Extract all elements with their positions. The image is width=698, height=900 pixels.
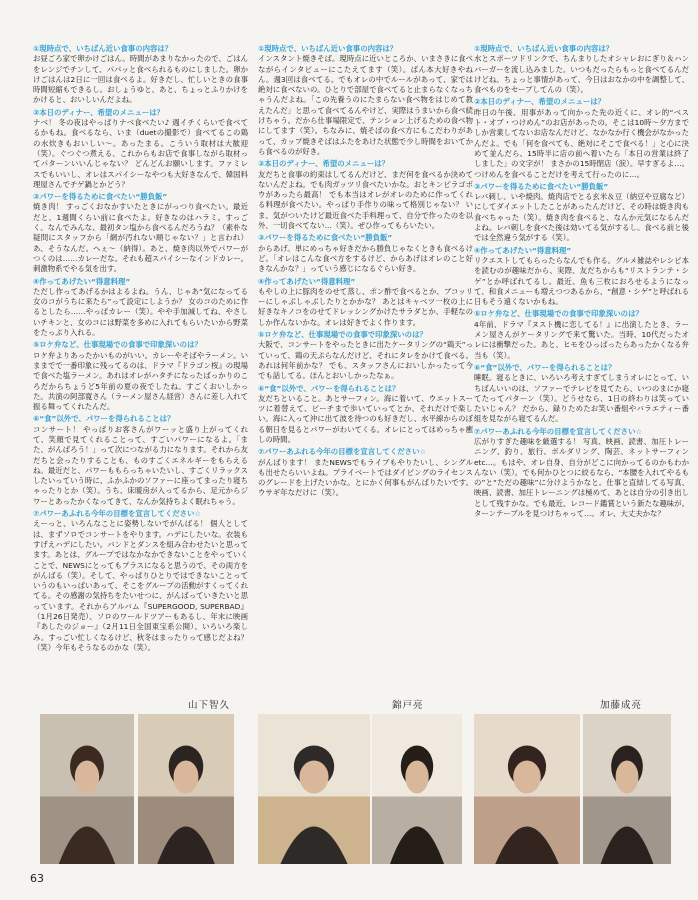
qa-block <box>474 97 689 179</box>
question: ①現時点で、いちばん近い食事の内容は？ <box>258 44 398 53</box>
question: ⑦パワーあふれる今年の目標を宣言してください☆ <box>33 509 202 519</box>
kato-photo-1 <box>474 714 580 864</box>
question: ③パワーを得るために食べたい“勝負飯” <box>33 192 168 202</box>
answer: ただし作ってあげるかはよるよね。うん、じゃあ“気になってる女のコがうちに来たら”って設定にしようか？ 女のコのために作るとしたら……やっぱカレー（笑）。やや手加減してね、やさしいチキンと、女のコには野菜を多めに入れてもらいたいから野菜をたっぷり入れる。 <box>33 286 248 338</box>
article-column-kato <box>474 44 689 679</box>
qa-block <box>474 182 689 244</box>
qa-block <box>33 414 248 507</box>
question: ⑥“食”以外で、パワーを得られることは？ <box>33 414 175 424</box>
qa-block <box>474 363 689 425</box>
answer: 4年前、ドラマ『ヌスト機に恋してる！』に出演したとき、ラーメン屋さんがケータリングで来て驚いた。当時、10代だったオレには衝撃だった。あと、ヒモをひっぱったらあったかくなる弁当も（笑）。 <box>474 319 689 360</box>
qa-block <box>258 384 473 446</box>
qa-block <box>474 44 689 95</box>
question: ②本日のディナー、希望のメニューは？ <box>258 159 390 169</box>
qa-block <box>258 159 473 231</box>
answer: 大阪で、コンサートをやったときに出たケータリングの“鶏天”っていって、鶏の天ぷらなんだけど、それにタレをかけて食べる。あれは何年前かな？ でも、スタッフさんにおいしかったって今でも話してる。ほんとおいしかったなぁ。 <box>258 340 473 381</box>
answer: もやしの上に豚肉をのせて蒸し、ポン酢で食べるとか、ブコッリーにしゃぶしゃぶしたりとかかな？ あとはキャベツ一枚の上に好きなキノコをのせてドレッシングかけたサラダとか、手軽なのしか作んないかな。オレは好きでよく作ります。 <box>258 286 473 327</box>
question: ③パワーを得るために食べたい“勝負飯” <box>258 233 393 243</box>
question: ④作ってあげたい“得意料理” <box>474 245 572 255</box>
nishikido-photo-2 <box>372 714 462 864</box>
question: ③パワーを得るために食べたい“勝負飯” <box>474 181 609 191</box>
question: ⑤ロケ弁など、仕事現場での食事で印象深いのは？ <box>258 330 427 340</box>
question: ⑥“食”以外で、パワーを得られることは？ <box>474 362 616 372</box>
question: ⑦パワーあふれる今年の目標を宣言してください☆ <box>258 447 427 457</box>
answer: コンサート！ やっぱりお客さんがワーッと盛り上がってくれて、笑顔で見てくれることって、すごいパワーになるよ。「また、がんばろう！」って次につながる力になります。それから友だちと会ったりすることも、ものすごくエネルギーをもらえるね。最近だと、パワーももらっちゃいたいし、すごくリラックスしたいっていう時に、ふかふかのソファーに座ってまったり寝ちゃったりとか（笑）。うち、床暖房が入ってるから、足元からジワーとあったかくなってきて、なんか気持ちよく眠れちゃう。 <box>33 424 248 506</box>
qa-block <box>33 509 248 653</box>
answer: ナベ！ 冬の夜はやっぱりナベ食べたい♪ 週イチくらいで食べてるかもね。食べるなら、いま（duetの撮影で）食べてるこの鶏の水炊きもおいしい～。あったまる。こういう取材は大歓迎（笑）。ぐつぐつ煮える、これからもお店で食事しながら取材ってパターンいいんじゃない？ どんどんお願いします。ファミレスでもいいし、オレはスパイシーなやつも大好きなんで、韓国料理屋さんでチゲ鍋とかどう？ <box>33 118 248 189</box>
question: ①現時点で、いちばん近い食事の内容は？ <box>33 44 173 53</box>
answer: 水とスポーツドリンクで、ちんまりしたオシャレおにぎり＆ハンバーガーを流し込みました。いつもだったらもっと食べてるんだけどね。ちょっと事情があって、今日はおなかの中を調整して、食べものをセーブしてんの（笑）。 <box>474 54 689 95</box>
qa-block <box>474 427 689 520</box>
article-column-yamashita <box>33 44 248 679</box>
page-number: 63 <box>30 872 44 885</box>
answer: 昨日の午後、用事があって向かった先の近くに、オレ的“ベスト・オブ・つけめん”のお店があったの。そこは10時～夕方までしか営業してないお店なんだけど、なかなか行く機会がなかったんだよ。でも「何を食べても、絶対にそこで食べる！」と心に決めて並んだら、15時半に店の前へ着いたら「本日の営業は終了しました」の文字が！ まさかの15時閉店（涙）。早すぎるよ…。つけめんを食べることだけを考えて行ったのに…。 <box>474 107 689 179</box>
kato-photo-2 <box>583 714 671 864</box>
answer: リクエストしてもらったらなんでも作る。グルメ雑誌やレシピ本を読むのが趣味だから、実際、友だちからも“リストランテ・シゲ”とか呼ばれてるし。最近、魚も三枚におろせるようになって、和食メニューも増えつつあるから、“創意・シゲ”と呼ばれる日もそう遠くないかもね。 <box>474 255 689 307</box>
yamashita-photo-1 <box>40 714 134 864</box>
nishikido-photo-1 <box>258 714 370 864</box>
answer: 広がりすぎた趣味を厳選する！ 写真、映画、読書、加圧トレーニング、釣り、旅行、ボルダリング、陶芸、ネットサーフィン etc…。もはや、オレ自身、自分がどこに向かってるのかもわかんない（笑）。でも何かひとつに絞るなら、“本腰を入れてやるもの”と“ただの趣味”に分けようかなと。仕事と直結してる写真、映画、読書、加圧トレーニングは極めて、あとは自分の引き出しとして残すかな。でも最近、レコード鑑賞という新たな趣味が。ターンテーブルを見つけちゃって…。オレ、大丈夫かな？ <box>474 436 689 519</box>
question: ④作ってあげたい“得意料理” <box>33 276 131 286</box>
question: ②本日のディナー、希望のメニューは？ <box>474 97 606 107</box>
answer: 焼き肉！ すっごくおなかすいたときにがっつり食べたい。最近だと、1週間くらい前に食べたよ。好きなのはハラミ。すっごく、なんでみんな、最初タン塩から食べるんだろうね？（素朴な疑問にスタッフから「網が汚れない順じゃない？」と言われ）あ、そうなんだ。へぇ～（納得）。あと、焼き肉以外でパワーがつくのは……カレーだな。それも超スパイシーなインドカレー。刺激物系でやる気を出す。 <box>33 202 248 274</box>
answer: がんばります！ またNEWSでもライブもやりたいし、シングルも出せたらいいよね。プライベートではダイビングのライセンスのグレードを上げたいかな。とにかく何事もがんばりたいです。ウサギ年なだけに（笑）。 <box>258 457 473 498</box>
qa-block <box>33 192 248 274</box>
article-column-nishikido <box>258 44 473 679</box>
yamashita-photo-2 <box>138 714 234 864</box>
answer: ロケ弁よりあったかいものがいい。カレーやそばやラーメン。いままでで一番印象に残ってるのは、ドラマ『ドラゴン桜』の現場で食べた塩ラーメン。あれはオレがハタチになったばっかりのころだからちょうど5年前の夏の夜でしたね。すごくおいしかった。共演の阿部寛さん（ラーメン屋さん経営）さんに差し入れて振る舞ってくれたんだ。 <box>33 350 248 412</box>
answer: えーっと、いろんなことに姿勢しないでがんばる！ 個人としては、まずソロでコンサートをやります。ハデにしたいな。衣装もすげえハデにしたい。バンドとダンスを組み合わせたいと思ってます。あとは、グループではなかなかできないことをやっていくことで、NEWSにとってもプラスになると思うので、その両方をがんばる（笑）。そして、やっぱりひとりではできないことっていうのもいっぱいあって、そこをグループの活動がすくってくれてる。その感謝の気持ちをたいせつに、がんばっていきたいと思っています。それからアルバム『SUPERGOOD, SUPERBAD』（1月26日発売）、ソロのワールドツアーもあるし、年末に映画『あしたのジョー』（2月11日全国東宝系公開）、いろいろ楽しみ。すっごい忙しくなるけど、秋冬はまったりって感じだよね？（笑）今年もそうなるのかな（笑）。 <box>33 519 248 652</box>
member-name-yamashita: 山下智久 <box>188 700 231 711</box>
qa-block <box>258 44 473 157</box>
question: ①現時点で、いちばん近い食事の内容は？ <box>474 44 614 53</box>
question: ⑦パワーあふれる今年の目標を宣言してください☆ <box>474 426 643 436</box>
qa-block <box>474 246 689 308</box>
answer: レバ刺し、いや焼肉。焼肉店でとる玄米＆豆（納豆や豆腐など）にしてダイエットしたことがあったんだけど、その時は焼き肉も食べちゃった（笑）。焼き肉を食べると、なんか元気になるんだよね。レバ刺しを食べた後は効いてる気がするし。食べる前と後では全然違う気がする（笑）。 <box>474 192 689 243</box>
answer: 睡眠。寝るときに、いろいろ考えすぎてしまうオレにとって、いちばんいいのは、ソファーでテレビを見てたら、いつのまにか寝てたってパターン（笑）。どうせなら、1日の終わりは笑っていたいじゃん？ だから、録りためたお笑い番組やバラエティー番組を見ながら寝てるんだ。 <box>474 373 689 424</box>
answer: お昼ごろ家で卵かけごはん。時間があまりなかったので、ごはんをレンジでチンして、パパッと食べられるものにしました。卵かけごはんは2日に一回は食べるよ。好きだし、忙しいときの食事時間短縮もできるし。おしょうゆと、あと、ちょっとふりかけをかけると、おいしいんだよね。 <box>33 54 248 105</box>
answer: インスタント焼きそば。現時点に近いところか、いまさきに食べながらインタビューにこたえてます（笑）。ぱん本大好きやねん。週3回は食べてる。でもオレの中でルールがあって、家では絶対に食べないの。ひとりで部屋で食べてると止まらなくなっちゃうんだよね。「この先養うのにたまらない食べ物をはじめて教えたんだ」と思って食べてるんやけど、実際はうまいから食べ続けちゃう。だから仕事場限定で、テンション上げるための食べ物にしてます（笑）。ちなみに、焼そばの食べ方にもこだわりがあって、カップ焼きそばはふたをあけた状態で少し時間をおいてから食べるのが好き。 <box>258 54 473 156</box>
question: ⑤ロケ弁など、仕事現場での食事で印象深いのは？ <box>474 309 643 319</box>
answer: からあげ。単にめっちゃ好きだから勝負じゃなくときも食べるけど。「オレはこんな食べ方をするけど、からあげはオレのこと好きなんかな？」っていう感じになるぐらい好き。 <box>258 243 473 274</box>
qa-block <box>33 108 248 190</box>
answer: 友だちと食事の約束はしてるんだけど、まだ何を食べるか決めてないんだよね。でも肉ガッツリ食べたいかな。おとキンピラゴボウがあったら最高！ でも本当はオレがオレのために作ってくれる料理が食べたい。やっぱり手作りの味って格別じゃない？ いま、気がついたけど最近食べた手料理って、自分で作ったのを以外、一切食べてない…（笑）。ぜひ作ってもらいたい。 <box>258 169 473 231</box>
member-name-kato: 加藤成亮 <box>600 700 643 711</box>
qa-block <box>33 277 248 339</box>
qa-block <box>474 309 689 360</box>
qa-block <box>258 330 473 381</box>
qa-block <box>258 277 473 328</box>
question: ④作ってあげたい“得意料理” <box>258 276 356 286</box>
member-name-nishikido: 錦戸亮 <box>392 700 424 711</box>
qa-block <box>258 447 473 498</box>
question: ⑥“食”以外で、パワーを得られることは？ <box>258 383 400 393</box>
question: ⑤ロケ弁など、仕事現場での食事で印象深いのは？ <box>33 340 202 350</box>
answer: 友だちといること。あとサーフィン。海に着いて、ウエットスーツに着替えて、ビーチまで歩いていってとか、それだけで楽しい。海に入って沖に出て波を待つのも好きだし、水平線からのぼる朝日を見るとパワーがわいてくる。オレにとってはめっちゃ癒しの時間。 <box>258 393 473 444</box>
qa-block <box>33 44 248 106</box>
qa-block <box>33 340 248 412</box>
qa-block <box>258 233 473 274</box>
question: ②本日のディナー、希望のメニューは？ <box>33 107 165 117</box>
